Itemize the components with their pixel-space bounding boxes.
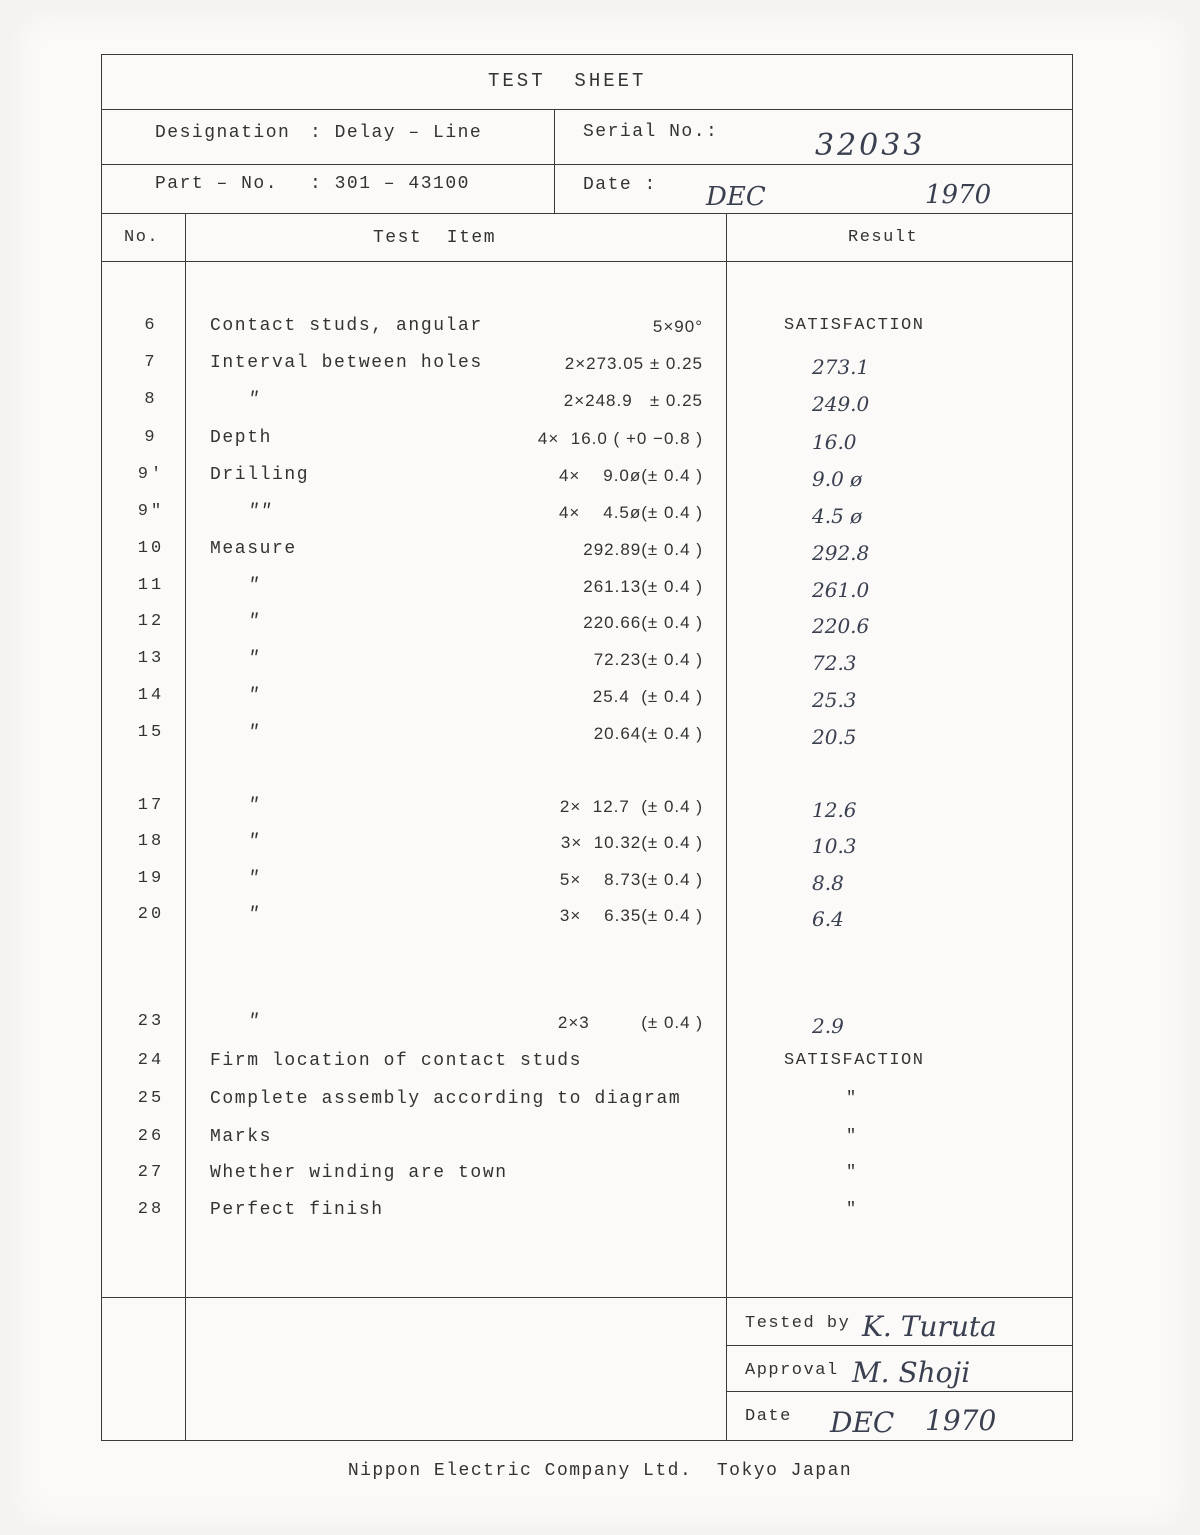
row-test-item: Depth xyxy=(210,428,273,448)
row-result: 9.0 ø xyxy=(812,467,863,491)
row-number: 27 xyxy=(137,1163,165,1182)
row-specification: 3× 6.35(± 0.4 ) xyxy=(559,906,703,925)
row-specification: 72.23(± 0.4 ) xyxy=(593,650,703,669)
row-result: 25.3 xyxy=(812,688,857,712)
row-specification: 292.89(± 0.4 ) xyxy=(583,540,703,559)
row-result: SATISFACTION xyxy=(784,316,925,335)
row-test-item: Interval between holes xyxy=(210,353,483,373)
header-divider xyxy=(101,213,1073,214)
row-result: 20.5 xyxy=(812,725,857,749)
row-number: 14 xyxy=(137,686,165,705)
row-test-item: Firm location of contact studs xyxy=(210,1051,583,1071)
signoff-date-year: 1970 xyxy=(925,1404,997,1437)
row-test-item: Perfect finish xyxy=(210,1200,384,1220)
row-specification: 5×90° xyxy=(652,317,703,336)
row-result: 6.4 xyxy=(812,907,844,931)
designation-divider xyxy=(101,164,1073,165)
row-result: ″ xyxy=(846,1127,858,1146)
tested-by-signature: K. Turuta xyxy=(862,1310,997,1343)
signoff-row-divider-2 xyxy=(726,1391,1073,1392)
row-number: 7 xyxy=(144,353,158,372)
signoff-date-label: Date xyxy=(745,1407,792,1426)
signoff-row-divider-1 xyxy=(726,1345,1073,1346)
sheet-title: TEST SHEET xyxy=(488,70,647,92)
row-result: 16.0 xyxy=(812,430,857,454)
row-number: 8 xyxy=(144,390,158,409)
row-test-item: ″ xyxy=(248,612,261,632)
row-number: 25 xyxy=(137,1089,165,1108)
date-label: Date : xyxy=(583,175,657,195)
row-test-item: ″ xyxy=(248,649,261,669)
row-number: 17 xyxy=(137,796,165,815)
row-result: 292.8 xyxy=(812,541,870,565)
row-number: 15 xyxy=(137,723,165,742)
row-number: 20 xyxy=(137,905,165,924)
part-value: : 301 – 43100 xyxy=(310,174,470,194)
company-footer: Nippon Electric Company Ltd. Tokyo Japan xyxy=(347,1461,853,1481)
row-number: 9″ xyxy=(137,502,165,521)
row-result: 72.3 xyxy=(812,651,857,675)
row-result: 4.5 ø xyxy=(812,504,863,528)
row-number: 9′ xyxy=(137,465,165,484)
header-vertical-divider xyxy=(554,110,555,214)
row-result: 10.3 xyxy=(812,834,857,858)
row-specification: 5× 8.73(± 0.4 ) xyxy=(559,870,703,889)
row-result: ″ xyxy=(846,1089,858,1108)
signoff-date-month: DEC xyxy=(830,1406,895,1439)
test-sheet-frame xyxy=(101,54,1073,1441)
row-number: 23 xyxy=(137,1012,165,1031)
row-result: 249.0 xyxy=(812,392,870,416)
row-test-item: ″ xyxy=(248,905,261,925)
row-number: 10 xyxy=(137,539,165,558)
row-specification: 4× 16.0 ( +0 −0.8 ) xyxy=(537,429,703,448)
row-number: 11 xyxy=(137,576,165,595)
row-specification: 2×248.9 ± 0.25 xyxy=(563,391,703,410)
date-month: DEC xyxy=(706,182,766,212)
row-test-item: Complete assembly according to diagram xyxy=(210,1089,682,1109)
row-result: 12.6 xyxy=(812,798,857,822)
row-test-item: Marks xyxy=(210,1127,273,1147)
designation-value: : Delay – Line xyxy=(310,123,483,143)
signoff-divider xyxy=(101,1297,1073,1298)
row-test-item: ″ xyxy=(248,1012,261,1032)
row-test-item: Measure xyxy=(210,539,297,559)
row-result: ″ xyxy=(846,1163,858,1182)
result-column-divider xyxy=(726,213,727,1441)
designation-label: Designation xyxy=(155,123,291,143)
date-year: 1970 xyxy=(925,180,992,210)
column-header-test-item: Test Item xyxy=(373,228,497,248)
row-specification: 4× 9.0ø(± 0.4 ) xyxy=(558,466,703,485)
row-number: 13 xyxy=(137,649,165,668)
row-specification: 220.66(± 0.4 ) xyxy=(583,613,703,632)
column-header-result: Result xyxy=(848,228,919,247)
tested-by-label: Tested by xyxy=(745,1314,851,1333)
row-test-item: ″ xyxy=(248,832,261,852)
title-divider xyxy=(101,109,1073,110)
row-specification: 261.13(± 0.4 ) xyxy=(583,577,703,596)
row-specification: 25.4 (± 0.4 ) xyxy=(592,687,703,706)
serial-value: 32033 xyxy=(815,128,926,163)
row-test-item: Whether winding are town xyxy=(210,1163,508,1183)
row-test-item: ″ xyxy=(248,796,261,816)
row-result: 8.8 xyxy=(812,871,844,895)
row-test-item: ″ xyxy=(248,686,261,706)
row-result: 261.0 xyxy=(812,578,870,602)
row-test-item: Contact studs, angular xyxy=(210,316,483,336)
row-number: 28 xyxy=(137,1200,165,1219)
row-result: 273.1 xyxy=(812,355,870,379)
row-test-item: ″ xyxy=(248,390,261,410)
row-result: 2.9 xyxy=(812,1014,844,1038)
row-number: 26 xyxy=(137,1127,165,1146)
row-test-item: ″ xyxy=(248,576,261,596)
row-specification: 2×3 (± 0.4 ) xyxy=(557,1013,703,1032)
approval-label: Approval xyxy=(745,1361,839,1380)
part-label: Part – No. xyxy=(155,174,279,194)
row-result: SATISFACTION xyxy=(784,1051,925,1070)
row-number: 24 xyxy=(137,1051,165,1070)
approval-signature: M. Shoji xyxy=(852,1356,971,1389)
row-result: 220.6 xyxy=(812,614,870,638)
row-test-item: Drilling xyxy=(210,465,310,485)
row-specification: 2× 12.7 (± 0.4 ) xyxy=(559,797,703,816)
row-specification: 2×273.05 ± 0.25 xyxy=(564,354,703,373)
row-number: 18 xyxy=(137,832,165,851)
row-number: 19 xyxy=(137,869,165,888)
row-test-item: ″″ xyxy=(248,502,273,522)
row-specification: 3× 10.32(± 0.4 ) xyxy=(560,833,703,852)
row-number: 9 xyxy=(144,428,158,447)
column-header-no: No. xyxy=(124,228,160,247)
row-number: 6 xyxy=(144,316,158,335)
row-test-item: ″ xyxy=(248,723,261,743)
row-specification: 4× 4.5ø(± 0.4 ) xyxy=(558,503,703,522)
row-test-item: ″ xyxy=(248,869,261,889)
row-result: ″ xyxy=(846,1200,858,1219)
row-specification: 20.64(± 0.4 ) xyxy=(593,724,703,743)
serial-label: Serial No.: xyxy=(583,122,719,142)
row-number: 12 xyxy=(137,612,165,631)
column-header-divider xyxy=(101,261,1073,262)
